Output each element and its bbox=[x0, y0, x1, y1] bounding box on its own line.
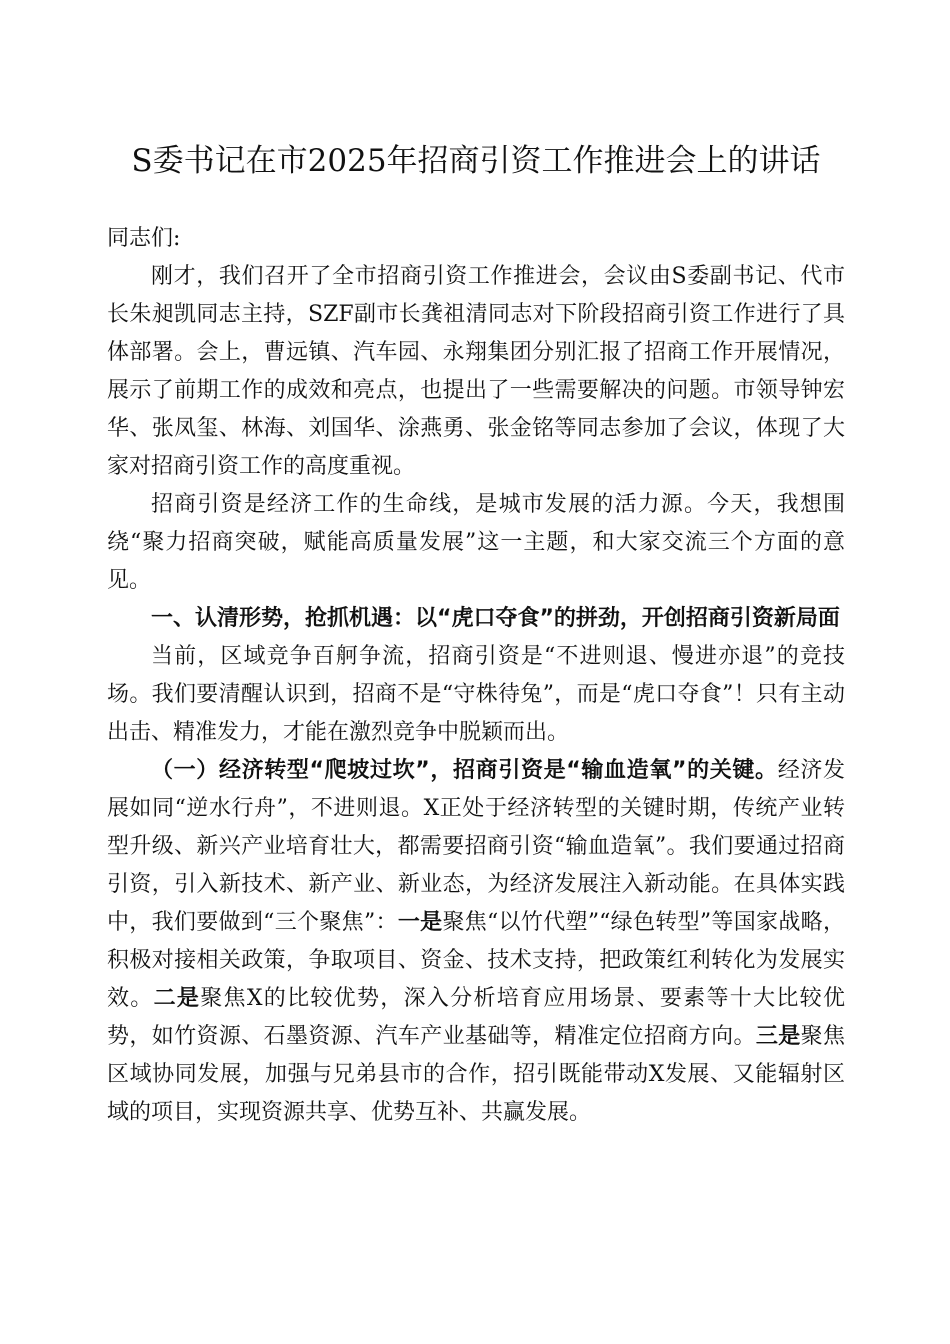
paragraph-text: 聚焦X的比较优势，深入分析培育应用场景、要素等十大比较优势，如竹资源、石墨资源、汽车产业基础等，精准定位招商方向。 bbox=[107, 986, 845, 1049]
paragraph-economic-transformation bbox=[107, 752, 845, 1132]
point-marker-1: 一是 bbox=[397, 910, 443, 935]
document-page bbox=[107, 130, 845, 1132]
paragraph-text: 聚焦区域协同发展，加强与兄弟县市的合作，招引既能带动X发展、又能辐射区域的项目，实现资源共享、优势互补、共赢发展。 bbox=[107, 1024, 845, 1125]
subsection-heading-1: （一）经济转型“爬坡过坎”，招商引资是“输血造氧”的关键。 bbox=[151, 758, 778, 783]
paragraph-introduction: 招商引资是经济工作的生命线，是城市发展的活力源。今天，我想围绕“聚力招商突破，赋能高质量发展”这一主题，和大家交流三个方面的意见。 bbox=[107, 492, 845, 593]
section-heading-1: 一、认清形势，抢抓机遇：以“虎口夺食”的拼劲，开创招商引资新局面 bbox=[151, 606, 840, 631]
paragraph-meeting-summary: 刚才，我们召开了全市招商引资工作推进会，会议由S委副书记、代市长朱昶凯同志主持，SZF副市长龚祖清同志对下阶段招商引资工作进行了具体部署。会上，曹远镇、汽车园、永翔集团分别汇报了招商工作开展情况，展示了前期工作的成效和亮点，也提出了一些需要解决的问题。市领导钟宏华、张凤玺、林海、刘国华、涂燕勇、张金铭等同志参加了会议，体现了大家对招商引资工作的高度重视。 bbox=[107, 264, 845, 479]
point-marker-3: 三是 bbox=[755, 1024, 801, 1049]
document-title: S委书记在市2025年招商引资工作推进会上的讲话 bbox=[131, 143, 821, 179]
point-marker-2: 二是 bbox=[153, 986, 201, 1011]
paragraph-situation: 当前，区域竞争百舸争流，招商引资是“不进则退、慢进亦退”的竞技场。我们要清醒认识到，招商不是“守株待兔”，而是“虎口夺食”！只有主动出击、精准发力，才能在激烈竞争中脱颖而出。 bbox=[107, 644, 845, 745]
paragraph-text: 经济发展如同“逆水行舟”，不进则退。X正处于经济转型的关键时期，传统产业转型升级、新兴产业培育壮大，都需要招商引资“输血造氧”。我们要通过招商引资，引入新技术、新产业、新业态，为经济发展注入新动能。在具体实践中，我们要做到“三个聚焦”： bbox=[107, 758, 845, 935]
salutation: 同志们: bbox=[107, 226, 181, 251]
paragraph-text: 聚焦“以竹代塑”“绿色转型”等国家战略，积极对接相关政策，争取项目、资金、技术支持，把政策红利转化为发展实效。 bbox=[107, 910, 845, 1011]
